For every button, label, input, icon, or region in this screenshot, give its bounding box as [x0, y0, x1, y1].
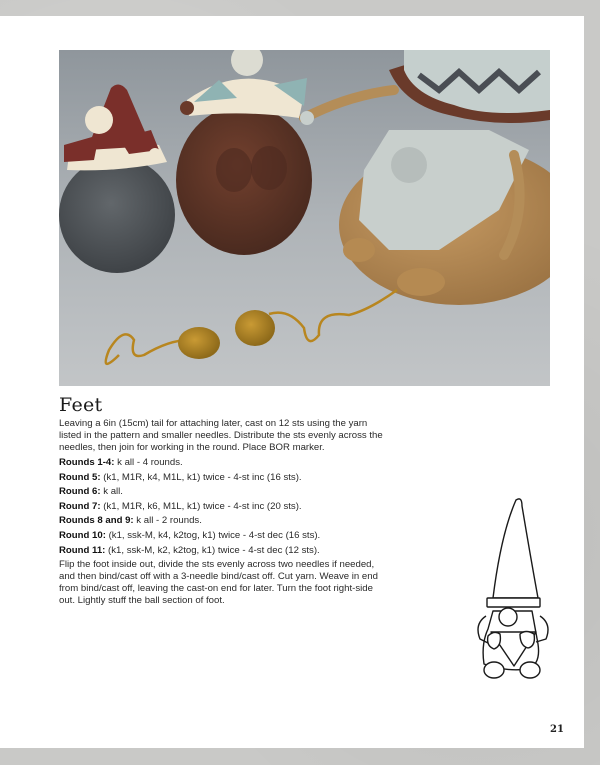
round-label: Round 5: — [59, 471, 101, 483]
round-text: (k1, ssk-M, k2, k2tog, k1) twice - 4-st dec (12 sts). — [105, 544, 320, 556]
round-instruction — [59, 545, 389, 557]
page-number: 21 — [550, 724, 564, 735]
section-heading: Feet — [59, 394, 103, 416]
round-text: (k1, M1R, k4, M1L, k1) twice - 4-st inc (16 sts). — [100, 471, 302, 483]
finishing-paragraph: Flip the foot inside out, divide the sts evenly across two needles if needed, and then bind/cast off with a 3-needle bind/cast off. Cut yarn. Weave in end from bind/cast off, leaving the cast-on end for later. Turn the foot right-side out. Lightly stuff the ball section of foot. — [59, 559, 378, 607]
round-instruction — [59, 501, 389, 513]
instructions — [59, 418, 389, 610]
round-text: (k1, ssk-M, k4, k2tog, k1) twice - 4-st dec (16 sts). — [105, 529, 321, 541]
gnomes-photo — [59, 50, 550, 386]
round-text: k all - 2 rounds. — [133, 515, 202, 527]
round-text: k all. — [100, 486, 123, 498]
round-label: Round 11: — [59, 544, 106, 556]
round-text: k all - 4 rounds. — [114, 457, 183, 468]
round-label: Rounds 1-4: — [59, 457, 115, 468]
round-instruction — [59, 457, 389, 469]
round-label: Round 7: — [59, 500, 101, 512]
round-instruction — [59, 515, 389, 527]
intro-paragraph: Leaving a 6in (15cm) tail for attaching later, cast on 12 sts using the yarn listed in the pattern and smaller needles. Distribute the sts evenly across the needles, then join for working in the round. Place BOR marker. — [59, 418, 383, 453]
round-text: (k1, M1R, k6, M1L, k1) twice - 4-st inc (20 sts). — [100, 500, 302, 512]
knitted-gnomes-image — [59, 50, 550, 386]
round-label: Rounds 8 and 9: — [59, 515, 134, 527]
round-label: Round 10: — [59, 529, 106, 541]
round-instruction — [59, 530, 389, 542]
book-page — [0, 16, 584, 748]
round-instruction — [59, 472, 389, 484]
gnome-line-drawing-icon — [466, 494, 572, 684]
round-instruction — [59, 486, 389, 498]
round-label: Round 6: — [59, 486, 101, 498]
